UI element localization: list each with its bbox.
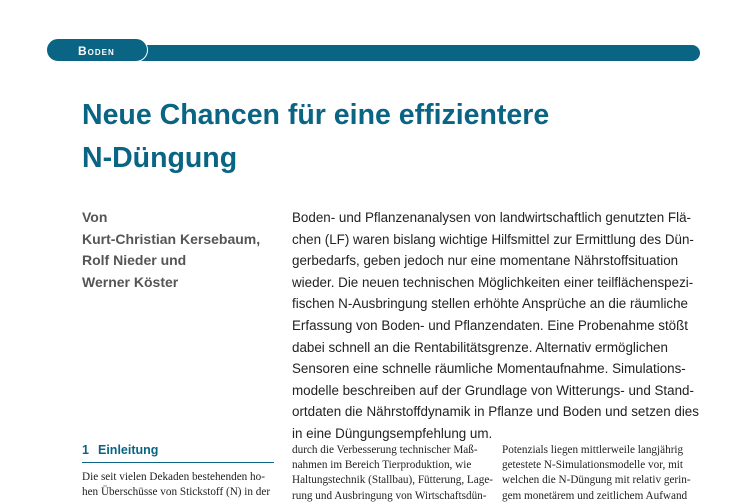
abstract-line: modelle beschreiben auf der Grundlage von Witterungs- und Stand- — [292, 382, 694, 398]
section-heading-rule — [82, 462, 274, 463]
abstract-line: chen (LF) waren bislang wichtige Hilfsmittel zur Ermittlung des Dün- — [292, 231, 694, 247]
abstract-line: in eine Düngungsempfehlung um. — [292, 425, 493, 441]
article-title — [82, 94, 549, 180]
abstract-line: gerbedarfs, geben jedoch nur eine momentane Nährstoffsituation — [292, 253, 679, 269]
body-line: durch die Verbesserung technischer Maß- — [292, 444, 478, 456]
abstract — [292, 207, 699, 445]
author-block — [82, 207, 260, 293]
body-line: welchen die N-Düngung mit relativ gerin- — [502, 474, 691, 487]
abstract-line: Sensoren eine schnelle räumliche Momentaufnahme. Simulations- — [292, 361, 686, 377]
body-column-3 — [502, 443, 691, 504]
article-title-line: N-Düngung — [82, 142, 238, 174]
author-line: Werner Köster — [82, 273, 179, 290]
abstract-line: ortdaten die Nährstoffdynamik in Pflanze und Boden und setzen dies — [292, 404, 699, 420]
body-line: nahmen im Bereich Tierproduktion, wie — [292, 459, 472, 472]
body-line: getestete N-Simulationsmodelle vor, mit — [502, 459, 684, 472]
author-line: Kurt-Christian Kersebaum, — [82, 230, 261, 247]
section-number: 1 — [82, 443, 89, 457]
body-line: gem monetärem und zeitlichem Aufwand — [502, 489, 688, 502]
abstract-line: Boden- und Pflanzenanalysen von landwirtschaftlich genutzten Flä- — [292, 210, 691, 225]
body-line: Die seit vielen Dekaden bestehenden ho- — [82, 471, 265, 483]
body-line: rung und Ausbringung von Wirtschaftsdün- — [292, 489, 487, 502]
body-line: Haltungstechnik (Stallbau), Fütterung, Lage- — [292, 474, 494, 487]
body-column-2 — [292, 443, 493, 504]
abstract-line: fischen N-Ausbringung stellen erhöhte Ansprüche an die räumliche — [292, 296, 689, 312]
author-line: Rolf Nieder und — [82, 252, 187, 269]
section-label: Boden — [78, 44, 115, 58]
abstract-line: Erfassung von Boden- und Pflanzendaten. Eine Probenahme stößt — [292, 317, 689, 333]
body-column-1 — [82, 470, 270, 500]
article-title-line: Neue Chancen für eine effizientere — [82, 99, 550, 131]
abstract-line: wieder. Die neuen technischen Möglichkeiten einer teilflächenspezi- — [292, 274, 694, 290]
author-line: Von — [82, 209, 108, 225]
body-line: hen Überschüsse von Stickstoff (N) in der — [82, 486, 271, 499]
abstract-line: dabei schnell an die Rentabilitätsgrenze. Alternativ ermöglichen — [292, 339, 668, 355]
body-line: Potenzials liegen mittlerweile langjährig — [502, 444, 684, 456]
section-heading: Einleitung — [98, 443, 159, 457]
